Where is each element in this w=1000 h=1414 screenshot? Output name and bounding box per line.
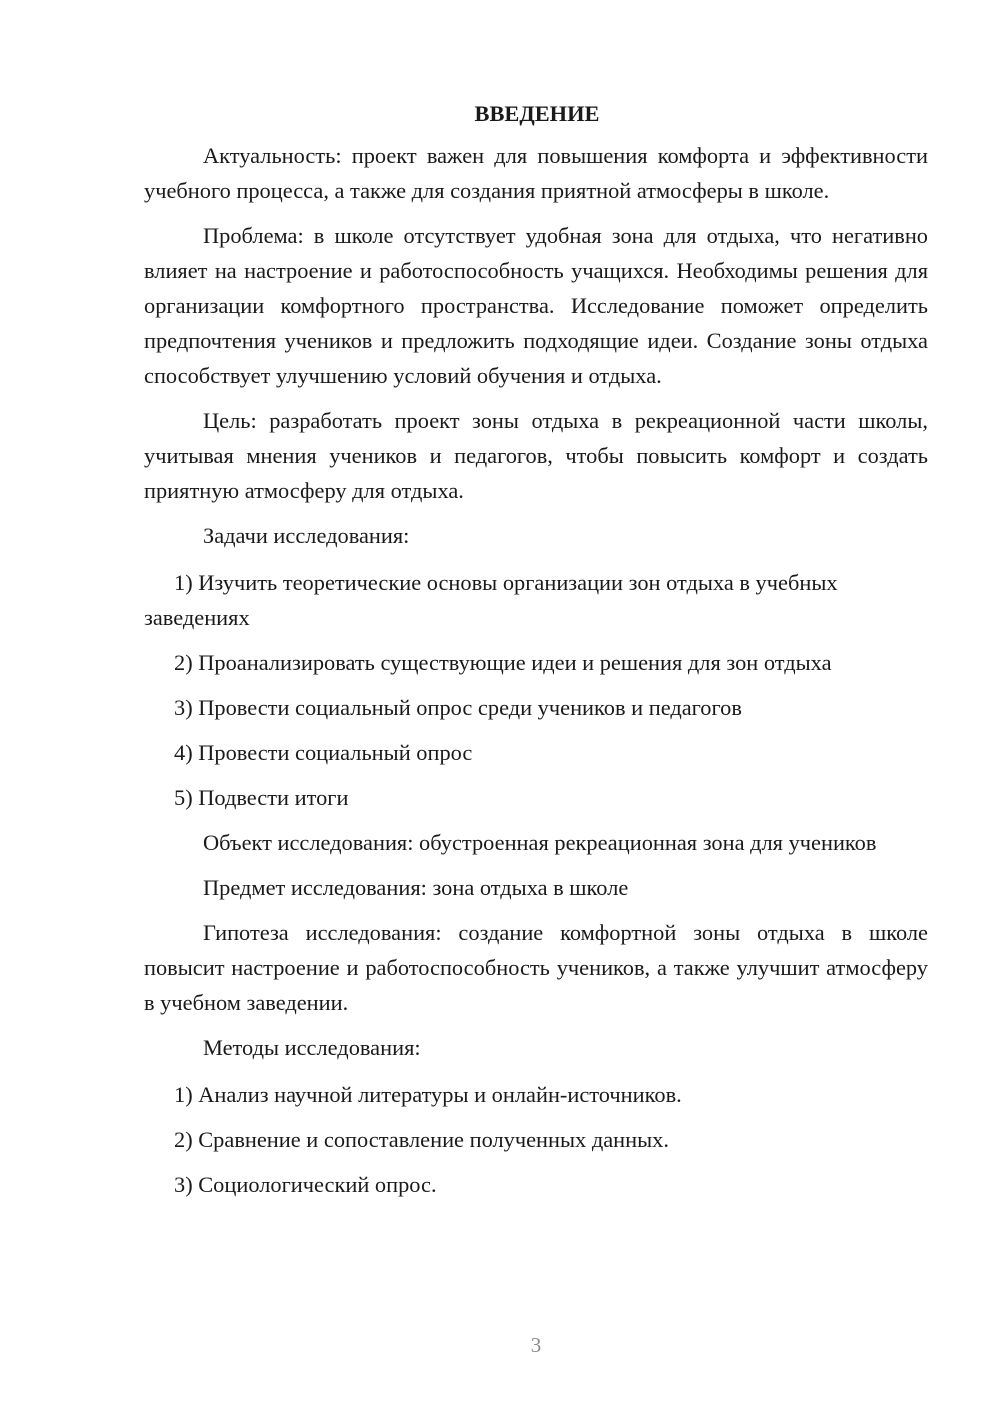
method-item: 3) Социологический опрос. (174, 1172, 437, 1197)
task-item: 2) Проанализировать существующие идеи и решения для зон отдыха (174, 650, 832, 675)
section-heading: ВВЕДЕНИЕ (474, 101, 600, 126)
task-item: 4) Провести социальный опрос (174, 740, 473, 765)
method-item: 2) Сравнение и сопоставление полученных данных. (174, 1127, 669, 1152)
page-number: 3 (530, 1333, 542, 1357)
goal-paragraph: Цель: разработать проект зоны отдыха в рекреационной части школы, учитывая мнения учеников и педагогов, чтобы повысить комфорт и создать приятную атмосферу для отдыха. (144, 408, 928, 503)
methods-title: Методы исследования: (203, 1035, 421, 1060)
actuality-paragraph: Актуальность: проект важен для повышения комфорта и эффективности учебного процесса, а также для создания приятной атмосферы в школе. (144, 143, 928, 203)
object-paragraph: Объект исследования: обустроенная рекреационная зона для учеников (203, 830, 877, 855)
tasks-title: Задачи исследования: (203, 523, 410, 548)
task-item: 5) Подвести итоги (174, 785, 349, 810)
hypothesis-paragraph: Гипотеза исследования: создание комфортной зоны отдыха в школе повысит настроение и работоспособность учеников, а также улучшит атмосферу в учебном заведении. (144, 920, 928, 1015)
task-item: 3) Провести социальный опрос среди учеников и педагогов (174, 695, 742, 720)
method-item: 1) Анализ научной литературы и онлайн-источников. (174, 1082, 682, 1107)
subject-paragraph: Предмет исследования: зона отдыха в школе (203, 875, 629, 900)
task-item: 1) Изучить теоретические основы организации зон отдыха в учебных заведениях (144, 570, 838, 630)
problem-paragraph: Проблема: в школе отсутствует удобная зона для отдыха, что негативно влияет на настроение и работоспособность учащихся. Необходимы решения для организации комфортного пространства. Исследование поможет определить предпочтения учеников и предложить подходящие идеи. Создание зоны отдыха способствует улучшению условий обучения и отдыха. (144, 223, 928, 388)
page-content (144, 96, 928, 1212)
